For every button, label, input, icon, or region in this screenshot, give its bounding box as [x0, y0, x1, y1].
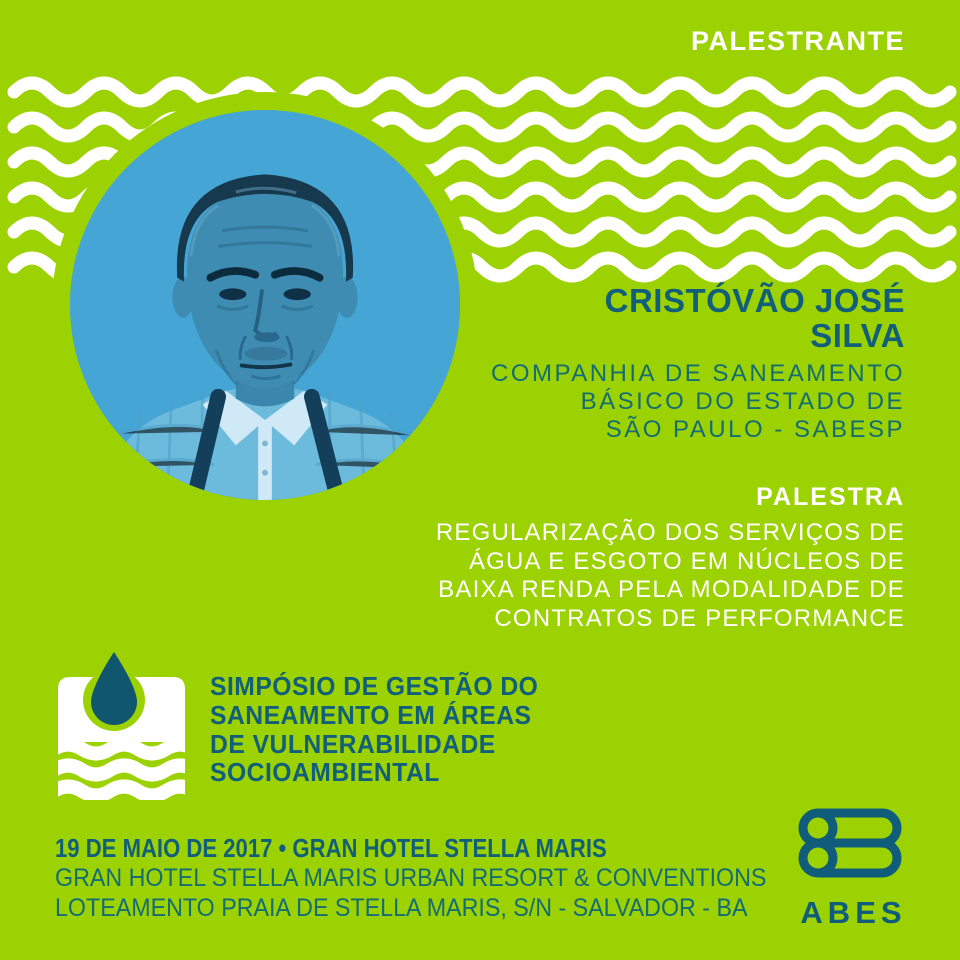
event-title	[210, 672, 538, 787]
abes-symbol-icon	[794, 804, 908, 882]
event-title-line-4: SOCIOAMBIENTAL	[210, 757, 440, 788]
talk-title	[436, 519, 905, 634]
talk-title-line-1: REGULARIZAÇÃO DOS SERVIÇOS DE	[435, 519, 905, 546]
talk-title-line-4: CONTRATOS DE PERFORMANCE	[494, 605, 905, 633]
water-drop-icon	[54, 646, 188, 800]
talk-label: PALESTRA	[756, 483, 905, 511]
event-title-line-2: SANEAMENTO EM ÁREAS	[210, 699, 532, 730]
speaker-name-line-2: SILVA	[810, 317, 905, 354]
talk-title-line-3: BAIXA RENDA PELA MODALIDADE DE	[438, 576, 905, 604]
event-address: LOTEAMENTO PRAIA DE STELLA MARIS, S/N - SALVADOR - BA	[55, 894, 748, 922]
speaker-organization	[491, 360, 905, 444]
event-venue: GRAN HOTEL STELLA MARIS URBAN RESORT & CONVENTIONS	[55, 864, 767, 892]
speaker-name	[605, 283, 905, 353]
speaker-name-line-1: CRISTÓVÃO JOSÉ	[604, 282, 905, 319]
talk-section	[436, 483, 905, 634]
event-title-line-3: DE VULNERABILIDADE	[210, 728, 496, 759]
event-title-line-1: SIMPÓSIO DE GESTÃO DO	[210, 671, 539, 701]
speaker-photo-ring	[52, 92, 478, 518]
event-logo	[54, 646, 188, 805]
speaker-badge: PALESTRANTE	[690, 26, 905, 56]
organization-line-2: BÁSICO DO ESTADO DE	[580, 388, 905, 415]
portrait-illustration-icon	[70, 110, 460, 500]
event-date-venue: 19 DE MAIO DE 2017 • GRAN HOTEL STELLA MARIS	[55, 833, 607, 863]
organization-line-1: COMPANHIA DE SANEAMENTO	[490, 360, 905, 387]
abes-wordmark: ABES	[800, 895, 907, 930]
talk-title-line-2: ÁGUA E ESGOTO EM NÚCLEOS DE	[468, 547, 905, 575]
speaker-photo	[70, 110, 460, 500]
abes-logo	[792, 804, 910, 931]
organization-line-3: SÃO PAULO - SABESP	[605, 416, 905, 443]
